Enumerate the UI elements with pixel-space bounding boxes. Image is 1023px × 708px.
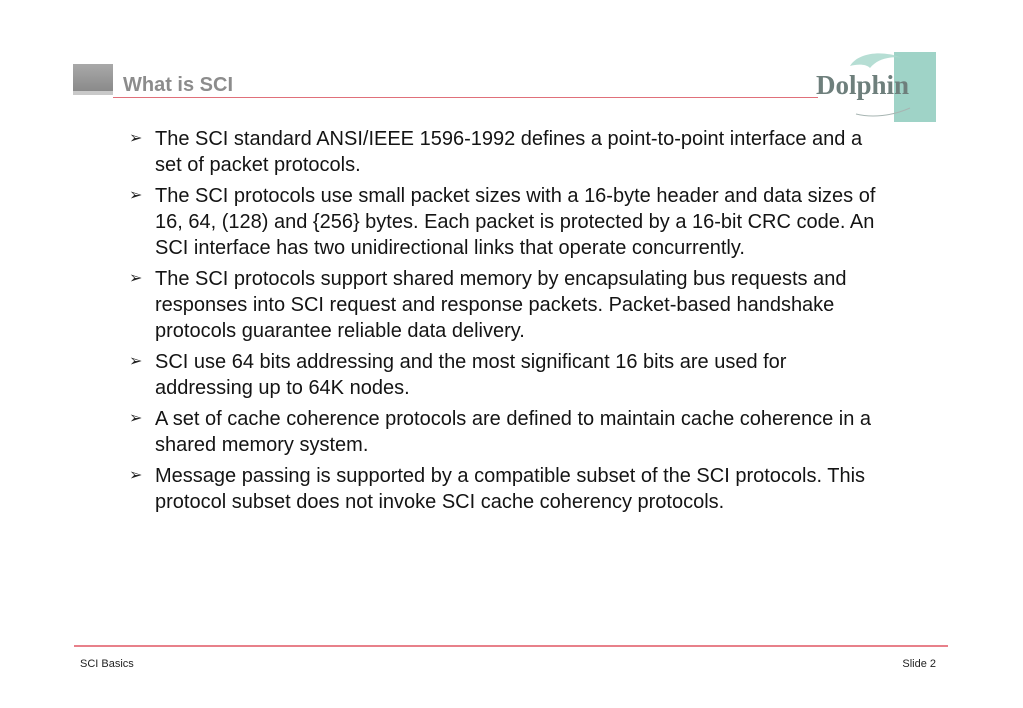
footer-divider [74, 645, 948, 647]
arrow-bullet-icon: ➢ [129, 467, 143, 484]
slide-title: What is SCI [123, 74, 234, 96]
bullet-text: The SCI protocols use small packet sizes with a 16-byte header and data sizes of 16, 64, (128) and {256} bytes. Each packet is protected by a 16-bit CRC code. An SCI interface has two unidirectional links that operate concurrently. [155, 185, 876, 259]
arrow-bullet-icon: ➢ [129, 410, 143, 427]
bullet-item [128, 126, 888, 178]
title-decoration-square [73, 64, 113, 91]
bullet-item [128, 406, 888, 458]
footer-presentation-title: SCI Basics [80, 658, 134, 670]
bullet-item [128, 266, 888, 344]
bullet-text: The SCI protocols support shared memory by encapsulating bus requests and responses into SCI request and response packets. Packet-based handshake protocols guarantee reliable data delivery. [155, 268, 847, 342]
footer-slide-number: Slide 2 [902, 658, 936, 670]
bullet-text: A set of cache coherence protocols are defined to maintain cache coherence in a shared memory system. [155, 408, 872, 456]
bullet-text: Message passing is supported by a compatible subset of the SCI protocols. This protocol subset does not invoke SCI cache coherency protocols. [155, 465, 866, 513]
logo-text: Dolphin [816, 70, 910, 100]
bullet-item [128, 463, 888, 515]
arrow-bullet-icon: ➢ [129, 187, 143, 204]
title-decoration-shadow [73, 91, 113, 95]
bullet-text: SCI use 64 bits addressing and the most significant 16 bits are used for addressing up to 64K nodes. [155, 351, 787, 399]
bullet-item [128, 183, 888, 261]
arrow-bullet-icon: ➢ [129, 130, 143, 147]
arrow-bullet-icon: ➢ [129, 353, 143, 370]
dolphin-logo [812, 50, 936, 124]
title-divider [113, 97, 818, 98]
arrow-bullet-icon: ➢ [129, 270, 143, 287]
bullet-text: The SCI standard ANSI/IEEE 1596-1992 defines a point-to-point interface and a set of packet protocols. [155, 128, 863, 176]
bullet-list [128, 126, 888, 520]
bullet-item [128, 349, 888, 401]
